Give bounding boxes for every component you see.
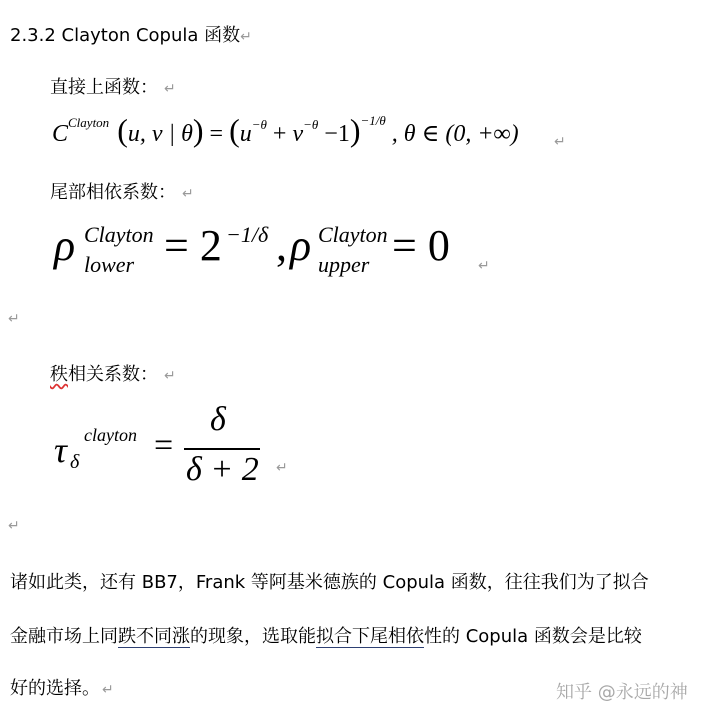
- fraction-bar: [184, 448, 260, 450]
- paragraph-mark: ↵: [8, 518, 20, 534]
- link-falls-together[interactable]: 跌不同涨: [118, 626, 190, 647]
- rank-correlation-label: 秩相关系数： ↵: [50, 364, 176, 385]
- paragraph-mark: ↵: [478, 258, 490, 274]
- tail-dependence-label: 尾部相依系数： ↵: [50, 182, 194, 203]
- paragraph-line-1: 诸如此类，还有 BB7，Frank 等阿基米德族的 Copula 函数，往往我们为了拟合: [10, 572, 649, 593]
- paragraph-line-3: 好的选择。 ↵: [10, 678, 114, 699]
- link-lower-tail[interactable]: 拟合下尾相依: [316, 626, 424, 647]
- paragraph-mark: ↵: [554, 134, 566, 150]
- kendall-tau-formula: τ δ clayton = δ δ + 2: [54, 401, 259, 488]
- section-title: 2.3.2 Clayton Copula 函数↵: [10, 25, 252, 46]
- paragraph-mark: ↵: [164, 368, 176, 384]
- paragraph-mark: ↵: [276, 460, 288, 476]
- paragraph-line-2: 金融市场上同跌不同涨的现象，选取能拟合下尾相依性的 Copula 函数会是比较: [10, 626, 642, 647]
- paragraph-mark: ↵: [182, 186, 194, 202]
- paragraph-mark: ↵: [240, 29, 252, 45]
- tail-dependence-formula: ρ Clayton lower = 2 −1/δ , ρ Clayton upper = 0: [54, 221, 450, 277]
- paragraph-mark: ↵: [8, 311, 20, 327]
- zhihu-watermark: 知乎 @永远的神: [556, 682, 688, 703]
- direct-function-label: 直接上函数： ↵: [50, 77, 176, 98]
- paragraph-mark: ↵: [164, 81, 176, 97]
- paragraph-mark: ↵: [102, 682, 114, 698]
- clayton-copula-formula: $C^{Clayton}$ (u, v | $\theta) = (u^{-\theta} + v^{-\theta} -1)^{-1/\theta}$ , θ ∈ (0, +∞): [52, 112, 519, 148]
